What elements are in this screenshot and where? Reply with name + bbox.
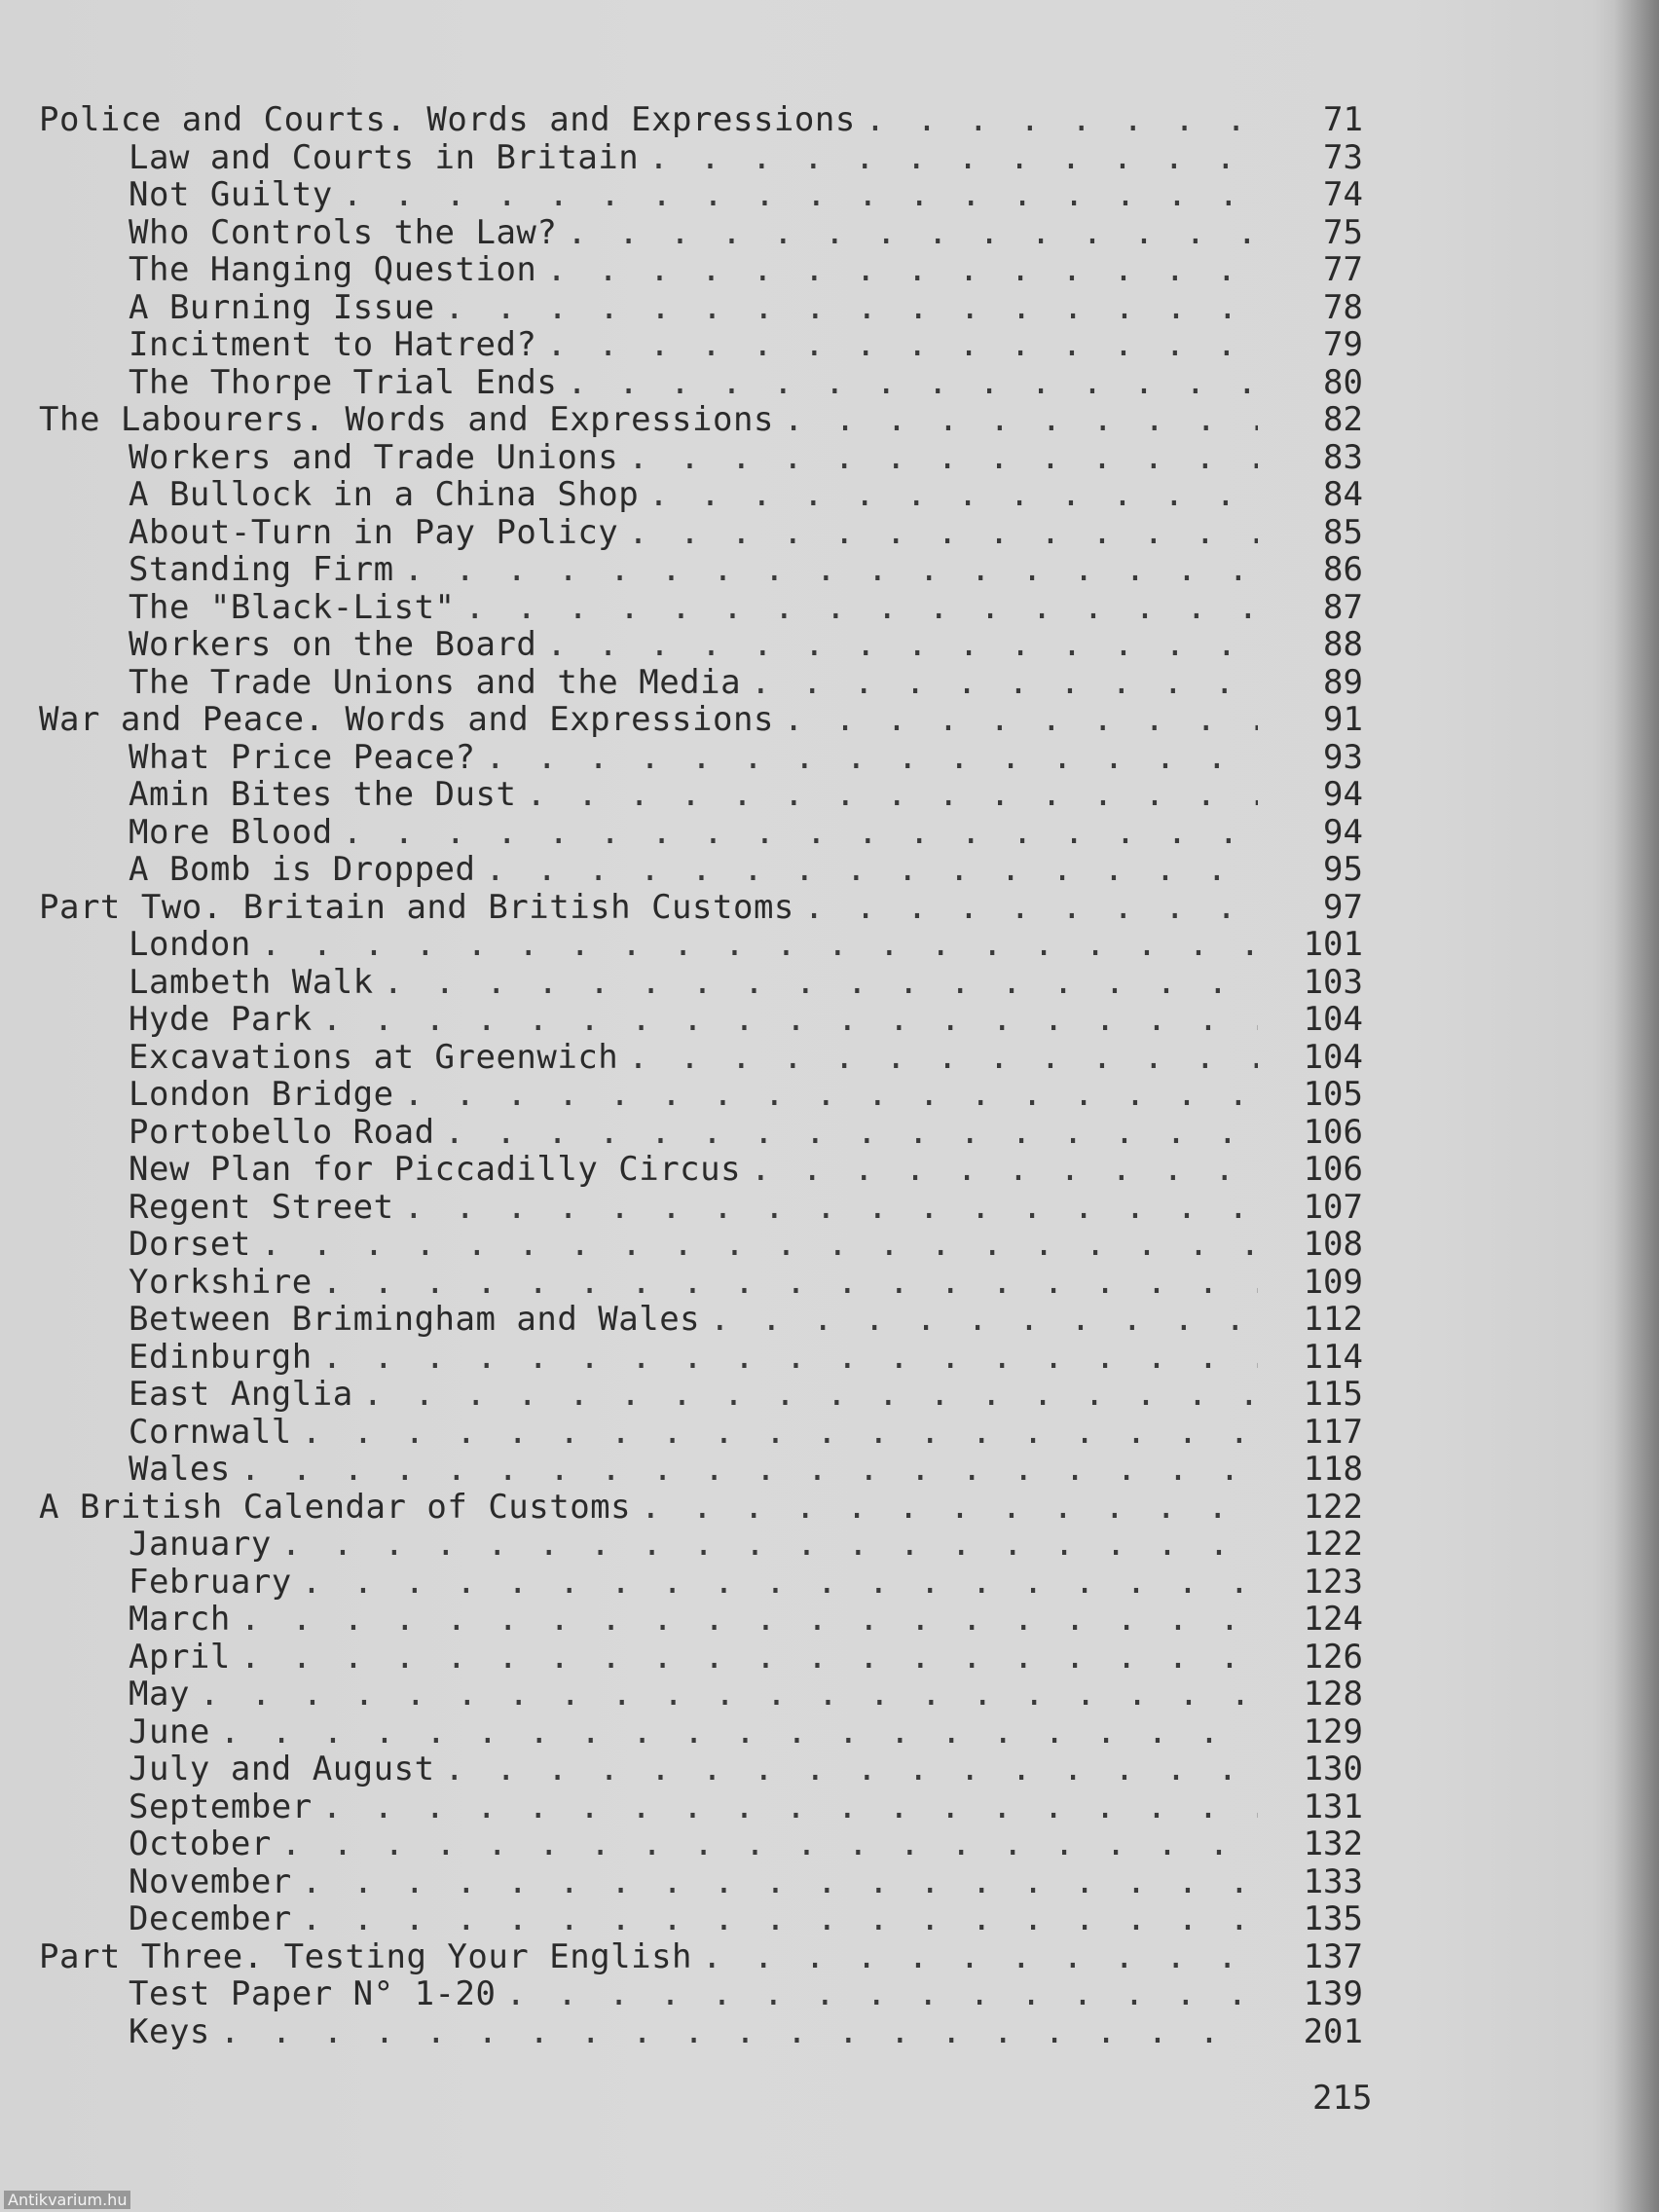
toc-entry-title: Standing Firm [129,550,394,589]
toc-entry-title: More Blood [129,812,333,852]
toc-entry-page: 132 [1303,1825,1363,1863]
toc-entry [39,364,1363,402]
dot-leader [261,1226,1258,1264]
dot-leader [702,1938,1258,1976]
toc-entry-page: 77 [1323,250,1363,289]
dot-leader [546,626,1258,664]
toc-entry-page: 126 [1303,1637,1363,1677]
dot-leader [240,1601,1258,1639]
dot-leader [261,926,1258,964]
toc-entry-page: 117 [1303,1412,1363,1452]
toc-entry-title: Workers and Trade Unions [129,437,619,477]
toc-entry-title: A Bullock in a China Shop [129,475,640,514]
toc-entry-page: 94 [1323,812,1363,852]
toc-entry-page: 107 [1303,1187,1363,1227]
toc-entry [39,1751,1363,1788]
toc-entry-page: 112 [1303,1300,1363,1339]
dot-leader [486,739,1259,777]
toc-entry [39,626,1363,664]
toc-entry-page: 73 [1323,137,1363,177]
toc-entry-page: 86 [1323,550,1363,589]
toc-entry-title: Who Controls the Law? [129,212,558,252]
toc-entry [39,1863,1363,1901]
toc-entry-page: 79 [1323,325,1363,364]
toc-entry-page: 128 [1303,1675,1363,1714]
toc-entry-title: Between Brimingham and Wales [129,1300,701,1339]
toc-entry-page: 124 [1303,1600,1363,1639]
dot-leader [200,1676,1258,1714]
dot-leader [567,214,1258,252]
toc-entry-title: War and Peace. Words and Expressions [39,700,774,739]
toc-entry [39,439,1363,477]
toc-entry-title: New Plan for Piccadilly Circus [129,1150,742,1189]
toc-entry-title: Hyde Park [129,1000,313,1039]
dot-leader [384,964,1258,1002]
dot-leader [465,589,1258,627]
toc-entry [39,1788,1363,1826]
toc-entry-title: A Bomb is Dropped [129,850,476,889]
toc-entry-page: 106 [1303,1150,1363,1189]
dot-leader [322,1264,1258,1302]
toc-entry [39,1114,1363,1152]
dot-leader [240,1639,1258,1677]
toc-entry-title: Keys [129,2011,210,2051]
toc-entry-page: 95 [1323,850,1363,889]
toc-entry [39,926,1363,964]
dot-leader [628,439,1258,477]
toc-entry-title: East Anglia [129,1375,353,1414]
toc-entry-title: April [129,1637,231,1677]
toc-section-entry [39,101,1363,139]
toc-entry-title: London Bridge [129,1075,394,1114]
toc-entry-page: 103 [1303,962,1363,1002]
toc-entry [39,1376,1363,1414]
toc-entry [39,1975,1363,2013]
toc-section-entry [39,889,1363,927]
toc-entry [39,1900,1363,1938]
dot-leader [526,776,1258,814]
toc-entry-title: A British Calendar of Customs [39,1487,632,1527]
toc-entry [39,139,1363,177]
toc-entry [39,2013,1363,2051]
toc-entry [39,1526,1363,1564]
toc-entry-page: 91 [1323,700,1363,739]
toc-entry-title: Lambeth Walk [129,962,374,1002]
toc-entry-page: 82 [1323,400,1363,439]
toc-entry-title: Portobello Road [129,1112,435,1152]
dot-leader [322,1339,1258,1377]
toc-entry [39,1226,1363,1264]
toc-entry-page: 94 [1323,775,1363,814]
toc-entry-page: 131 [1303,1787,1363,1826]
toc-section-entry [39,1938,1363,1976]
dot-leader [445,1114,1258,1152]
dot-leader [343,814,1258,852]
toc-entry-page: 122 [1303,1487,1363,1527]
dot-leader [567,364,1258,402]
dot-leader [648,476,1258,514]
toc-entry [39,1189,1363,1227]
toc-entry-title: July and August [129,1750,435,1788]
toc-entry-title: September [129,1787,313,1826]
toc-entry-page: 87 [1323,587,1363,627]
toc-entry-title: Not Guilty [129,175,333,214]
dot-leader [784,401,1258,439]
toc-entry [39,776,1363,814]
toc-entry [39,1001,1363,1039]
toc-entry-page: 137 [1303,1936,1363,1976]
toc-entry [39,1264,1363,1302]
toc-entry-title: The "Black-List" [129,587,456,627]
toc-entry [39,589,1363,627]
dot-leader [546,326,1258,364]
dot-leader [546,251,1258,289]
toc-entry-page: 88 [1323,625,1363,664]
toc-entry-page: 135 [1303,1899,1363,1938]
toc-entry-page: 101 [1303,925,1363,964]
toc-entry-page: 71 [1323,100,1363,139]
toc-entry-page: 201 [1303,2011,1363,2051]
toc-entry [39,814,1363,852]
toc-entry-page: 133 [1303,1862,1363,1901]
toc-entry [39,1451,1363,1489]
toc-entry [39,739,1363,777]
toc-entry-page: 78 [1323,287,1363,327]
toc-entry-title: Part Two. Britain and British Customs [39,887,794,927]
toc-entry-page: 106 [1303,1112,1363,1152]
toc-entry-page: 122 [1303,1525,1363,1564]
toc-entry-title: Excavations at Greenwich [129,1037,619,1077]
toc-entry-title: October [129,1825,272,1863]
toc-entry-title: November [129,1862,292,1901]
dot-leader [404,1076,1258,1114]
dot-leader [302,1414,1258,1452]
dot-leader [751,1151,1258,1189]
toc-entry [39,251,1363,289]
watermark: Antikvarium.hu [4,2191,130,2209]
dot-leader [302,1863,1258,1901]
toc-entry-page: 83 [1323,437,1363,477]
toc-entry [39,1414,1363,1452]
toc-entry-page: 89 [1323,662,1363,702]
toc-entry-title: Amin Bites the Dust [129,775,517,814]
toc-entry [39,326,1363,364]
toc-entry [39,214,1363,252]
toc-entry [39,851,1363,889]
toc-entry-page: 74 [1323,175,1363,214]
dot-leader [486,851,1259,889]
toc-entry-title: Wales [129,1450,231,1489]
toc-entry-page: 130 [1303,1750,1363,1788]
toc-entry [39,1076,1363,1114]
toc-entry [39,1151,1363,1189]
dot-leader [363,1376,1258,1414]
toc-entry-title: December [129,1899,292,1938]
toc-entry-page: 118 [1303,1450,1363,1489]
toc-section-entry [39,701,1363,739]
dot-leader [710,1301,1258,1339]
toc-entry-title: Workers on the Board [129,625,537,664]
toc-entry [39,1825,1363,1863]
toc-section-entry [39,1489,1363,1527]
toc-entry-title: London [129,925,251,964]
toc-entry-page: 123 [1303,1562,1363,1602]
dot-leader [302,1900,1258,1938]
dot-leader [445,289,1258,327]
dot-leader [220,1714,1258,1751]
toc-entry-page: 108 [1303,1225,1363,1264]
toc-entry-title: The Thorpe Trial Ends [129,362,558,402]
toc-entry-page: 104 [1303,1000,1363,1039]
toc-entry [39,1714,1363,1751]
toc-entry-title: January [129,1525,272,1564]
toc-entry-page: 85 [1323,512,1363,552]
toc-entry [39,1039,1363,1077]
dot-leader [648,139,1258,177]
toc-entry [39,289,1363,327]
dot-leader [281,1526,1258,1564]
toc-entry-title: About-Turn in Pay Policy [129,512,619,552]
toc-entry-title: Part Three. Testing Your English [39,1936,693,1976]
toc-entry [39,1339,1363,1377]
dot-leader [751,664,1258,702]
toc-entry-title: Test Paper N° 1-20 [129,1974,497,2013]
toc-entry [39,1301,1363,1339]
toc-entry-title: March [129,1600,231,1639]
toc-entry-page: 115 [1303,1375,1363,1414]
toc-entry [39,964,1363,1002]
toc-entry [39,476,1363,514]
toc-entry-page: 75 [1323,212,1363,252]
toc-entry [39,1601,1363,1639]
dot-leader [628,1039,1258,1077]
toc-entry-title: Regent Street [129,1187,394,1227]
toc-entry-title: What Price Peace? [129,737,476,777]
toc-section-entry [39,401,1363,439]
toc-entry-title: Yorkshire [129,1262,313,1302]
toc-entry-title: Cornwall [129,1412,292,1452]
toc-entry-title: February [129,1562,292,1602]
dot-leader [866,101,1258,139]
page-number: 215 [1312,2079,1373,2118]
toc-entry-page: 80 [1323,362,1363,402]
table-of-contents [39,101,1363,2050]
dot-leader [322,1001,1258,1039]
dot-leader [281,1825,1258,1863]
toc-entry [39,1639,1363,1677]
toc-entry-page: 114 [1303,1337,1363,1377]
dot-leader [220,2013,1258,2051]
dot-leader [804,889,1258,927]
toc-entry [39,176,1363,214]
toc-entry-title: Incitment to Hatred? [129,325,537,364]
toc-entry [39,551,1363,589]
dot-leader [302,1564,1258,1602]
toc-entry [39,514,1363,552]
toc-entry-title: The Trade Unions and the Media [129,662,742,702]
dot-leader [445,1751,1258,1788]
toc-entry-title: June [129,1712,210,1751]
dot-leader [240,1451,1258,1489]
toc-entry-page: 97 [1323,887,1363,927]
dot-leader [343,176,1258,214]
toc-entry [39,664,1363,702]
toc-entry-page: 104 [1303,1037,1363,1077]
toc-entry-title: Edinburgh [129,1337,313,1377]
dot-leader [404,551,1258,589]
toc-entry-page: 84 [1323,475,1363,514]
toc-entry-title: The Hanging Question [129,250,537,289]
dot-leader [628,514,1258,552]
toc-entry-title: Law and Courts in Britain [129,137,640,177]
toc-entry-page: 129 [1303,1712,1363,1751]
page-edge-shadow [1614,0,1659,2212]
toc-entry-page: 93 [1323,737,1363,777]
toc-entry-title: The Labourers. Words and Expressions [39,400,774,439]
dot-leader [505,1975,1258,2013]
toc-entry-title: May [129,1675,190,1714]
dot-leader [322,1788,1258,1826]
toc-entry-page: 139 [1303,1974,1363,2013]
toc-entry-title: Dorset [129,1225,251,1264]
toc-entry-page: 105 [1303,1075,1363,1114]
dot-leader [404,1189,1258,1227]
toc-entry-title: Police and Courts. Words and Expressions [39,100,856,139]
dot-leader [641,1489,1258,1527]
dot-leader [784,701,1258,739]
toc-entry-page: 109 [1303,1262,1363,1302]
toc-entry [39,1564,1363,1602]
toc-entry-title: A Burning Issue [129,287,435,327]
toc-entry [39,1676,1363,1714]
